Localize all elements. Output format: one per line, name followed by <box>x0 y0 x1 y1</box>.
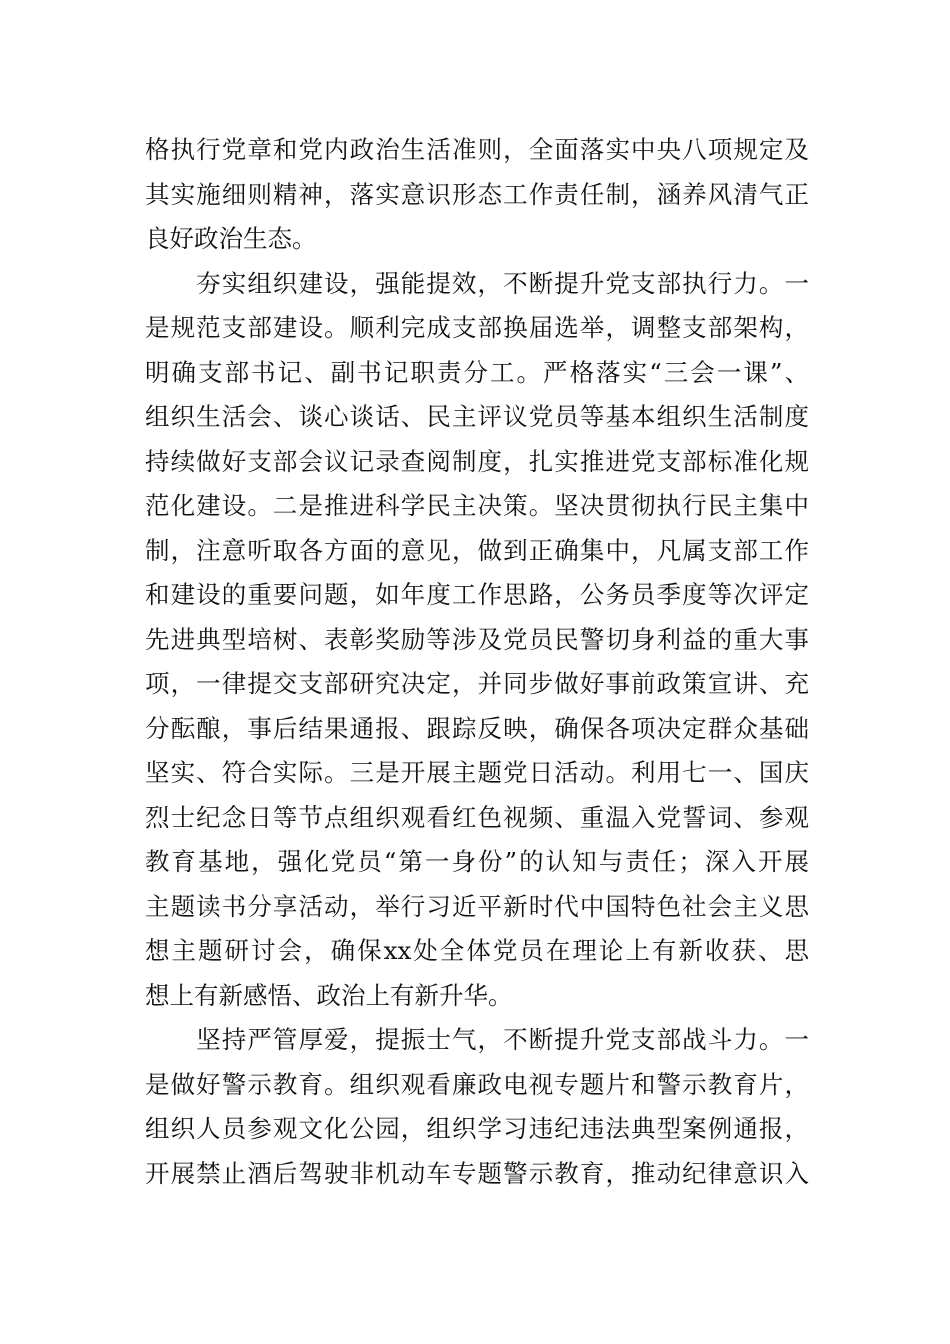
text-line: 教育基地，强化党员“第一身份”的认知与责任；深入开展 <box>145 847 809 876</box>
document-body <box>145 128 809 1196</box>
text-line: 坚实、符合实际。三是开展主题党日活动。利用七一、国庆 <box>145 758 809 787</box>
text-line: 制，注意听取各方面的意见，做到正确集中，凡属支部工作 <box>145 535 809 565</box>
text-line: 先进典型培树、表彰奖励等涉及党员民警切身利益的重大事 <box>145 624 809 654</box>
paragraph-1 <box>145 128 809 262</box>
text-line: 想主题研讨会，确保xx处全体党员在理论上有新收获、思 <box>145 936 809 965</box>
text-line: 和建设的重要问题，如年度工作思路，公务员季度等次评定 <box>145 580 809 609</box>
text-line: 良好政治生态。 <box>145 224 317 253</box>
text-line: 分酝酿，事后结果通报、跟踪反映，确保各项决定群众基础 <box>145 713 809 743</box>
text-line: 组织生活会、谈心谈话、民主评议党员等基本组织生活制度 <box>145 402 809 431</box>
text-line: 主题读书分享活动，举行习近平新时代中国特色社会主义思 <box>145 891 809 921</box>
text-line: 组织人员参观文化公园，组织学习违纪违法典型案例通报， <box>145 1114 809 1143</box>
text-line: 明确支部书记、副书记职责分工。严格落实“三会一课”、 <box>145 357 809 387</box>
text-line: 开展禁止酒后驾驶非机动车专题警示教育，推动纪律意识入 <box>145 1158 809 1188</box>
text-line: 范化建设。二是推进科学民主决策。坚决贯彻执行民主集中 <box>145 491 809 520</box>
text-line: 是规范支部建设。顺利完成支部换届选举，调整支部架构， <box>145 313 809 342</box>
text-line: 项，一律提交支部研究决定，并同步做好事前政策宣讲、充 <box>145 669 809 698</box>
text-line: 夯实组织建设，强能提效，不断提升党支部执行力。一 <box>145 268 809 298</box>
text-line: 烈士纪念日等节点组织观看红色视频、重温入党誓词、参观 <box>145 802 809 832</box>
text-line: 想上有新感悟、政治上有新升华。 <box>145 980 513 1010</box>
text-line: 格执行党章和党内政治生活准则，全面落实中央八项规定及 <box>145 135 809 164</box>
paragraph-2 <box>145 262 809 1019</box>
text-line: 坚持严管厚爱，提振士气，不断提升党支部战斗力。一 <box>145 1025 809 1054</box>
text-line: 是做好警示教育。组织观看廉政电视专题片和警示教育片， <box>145 1069 809 1099</box>
text-line: 其实施细则精神，落实意识形态工作责任制，涵养风清气正 <box>145 179 809 209</box>
paragraph-3 <box>145 1018 809 1196</box>
text-line: 持续做好支部会议记录查阅制度，扎实推进党支部标准化规 <box>145 446 809 476</box>
